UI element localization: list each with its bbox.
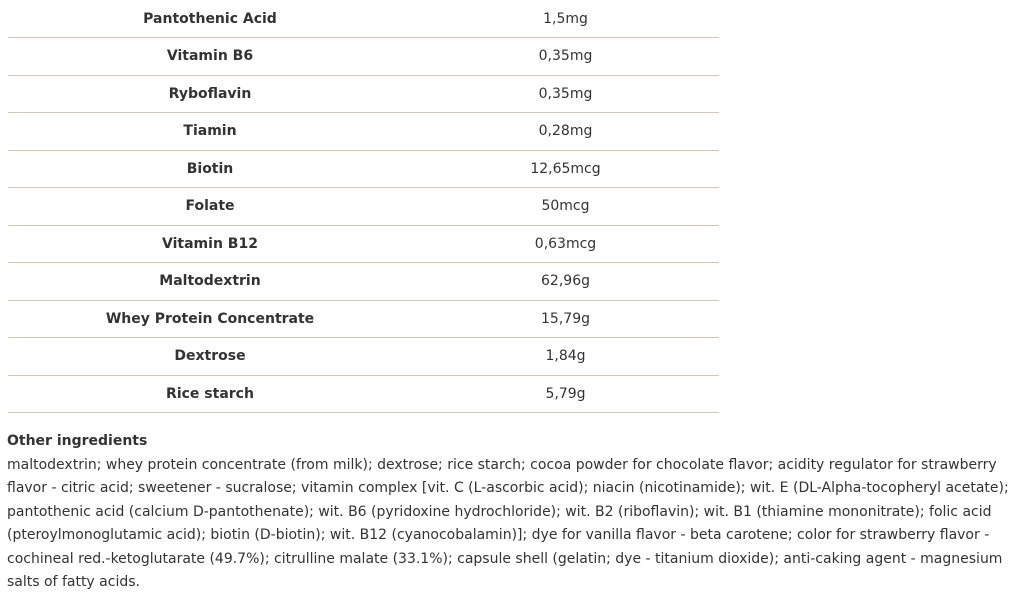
nutrient-name: Biotin: [8, 150, 412, 188]
nutrient-amount: 62,96g: [412, 263, 719, 301]
other-ingredients-text: maltodextrin; whey protein concentrate (from milk); dextrose; rice starch; cocoa powder for chocolate flavor; acidity regulator for strawberry flavor - citric acid; sweetener - sucralose; vitamin complex [vit. C (L-ascorbic acid); niacin (nicotinamide); wit. E (DL-Alpha-tocopheryl acetate); pantothenic acid (calcium D-pantothenate); wit. B6 (pyridoxine hydrochloride); wit. B2 (riboflavin); wit. B1 (thiamine mononitrate); folic acid (pteroylmonoglutamic acid); biotin (D-biotin); wit. B12 (cyanocobalamin)]; dye for vanilla flavor - beta carotene; color for strawberry flavor - cochineal red.-ketoglutarate (49.7%); citrulline malate (33.1%); capsule shell (gelatin; dye - titanium dioxide); anti-caking agent - magnesium salts of fatty acids.: [7, 456, 1009, 590]
nutrient-amount: 50mcg: [412, 188, 719, 226]
table-row: [8, 375, 719, 413]
nutrition-table: [8, 0, 719, 413]
nutrient-name: Pantothenic Acid: [8, 0, 412, 38]
nutrient-name: Vitamin B6: [8, 38, 412, 76]
nutrient-amount: 5,79g: [412, 375, 719, 413]
nutrient-amount: 0,63mcg: [412, 225, 719, 263]
nutrient-amount: 12,65mcg: [412, 150, 719, 188]
nutrient-amount: 0,35mg: [412, 38, 719, 76]
nutrient-name: Vitamin B12: [8, 225, 412, 263]
nutrient-amount: 0,35mg: [412, 75, 719, 113]
table-row: [8, 113, 719, 151]
nutrient-name: Tiamin: [8, 113, 412, 151]
table-row: [8, 38, 719, 76]
nutrient-name: Ryboflavin: [8, 75, 412, 113]
nutrient-amount: 1,84g: [412, 338, 719, 376]
nutrient-name: Maltodextrin: [8, 263, 412, 301]
table-row: [8, 338, 719, 376]
nutrient-amount: 0,28mg: [412, 113, 719, 151]
nutrient-name: Dextrose: [8, 338, 412, 376]
table-row: [8, 188, 719, 226]
other-ingredients-heading: Other ingredients: [7, 433, 148, 449]
nutrient-name: Folate: [8, 188, 412, 226]
nutrient-amount: 1,5mg: [412, 0, 719, 38]
nutrient-amount: 15,79g: [412, 300, 719, 338]
table-row: [8, 300, 719, 338]
nutrient-name: Whey Protein Concentrate: [8, 300, 412, 338]
table-row: [8, 150, 719, 188]
table-row: [8, 225, 719, 263]
nutrient-name: Rice starch: [8, 375, 412, 413]
table-row: [8, 75, 719, 113]
table-row: [8, 263, 719, 301]
table-row: [8, 0, 719, 38]
